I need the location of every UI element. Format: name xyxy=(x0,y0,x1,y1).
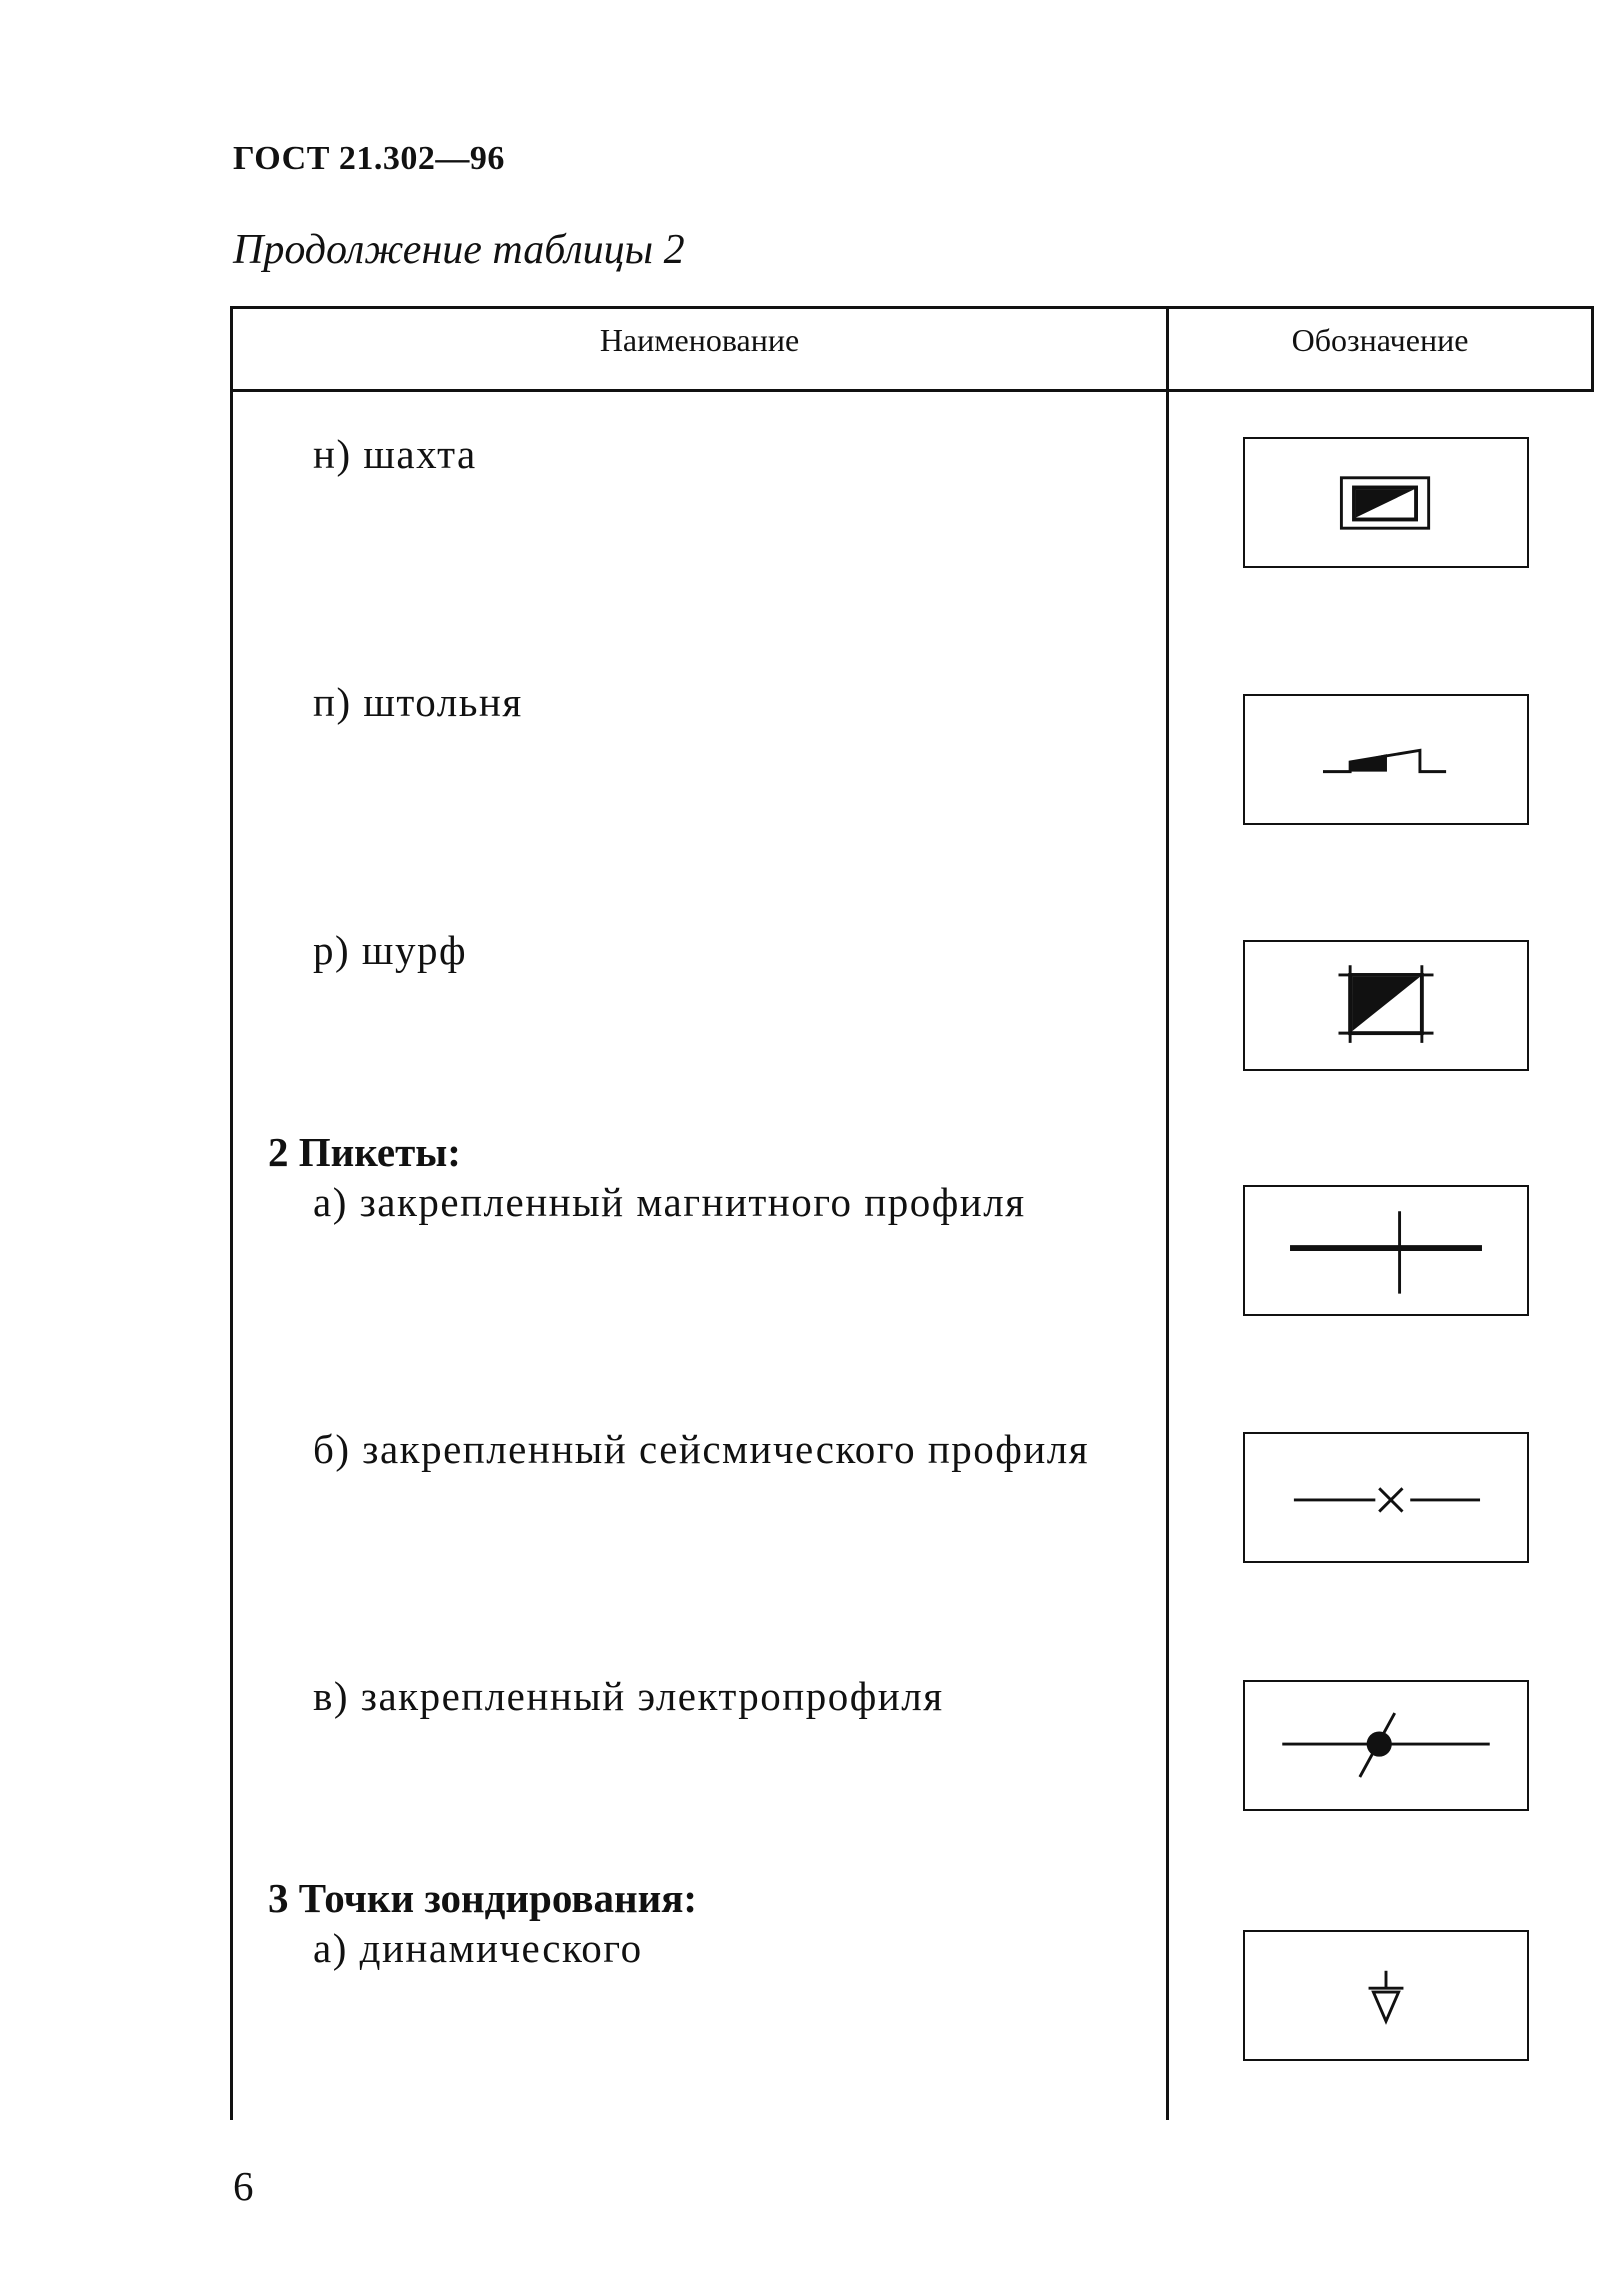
table-header-divider xyxy=(230,389,1594,392)
section-heading-pickets: 2 Пикеты: xyxy=(268,1129,461,1175)
row-label-shaft: н) шахта xyxy=(313,431,477,477)
row-label-magnetic-profile: а) закрепленный магнитного профиля xyxy=(313,1179,1026,1225)
seismic-profile-picket-icon xyxy=(1243,1432,1529,1563)
table-column-divider xyxy=(1166,306,1169,2120)
row-label-seismic-profile: б) закрепленный сейсмического профиля xyxy=(313,1426,1090,1472)
page-number: 6 xyxy=(233,2163,254,2209)
document-code: ГОСТ 21.302—96 xyxy=(233,140,505,177)
table-right-border xyxy=(1591,306,1594,392)
electroprofile-picket-icon xyxy=(1243,1680,1529,1811)
magnetic-profile-picket-icon xyxy=(1243,1185,1529,1316)
table-top-border xyxy=(230,306,1594,309)
adit-symbol-icon xyxy=(1243,694,1529,825)
row-label-pit: р) шурф xyxy=(313,927,468,973)
column-header-symbol: Обозначение xyxy=(1291,322,1469,358)
pit-symbol-icon xyxy=(1243,940,1529,1071)
dynamic-sounding-point-icon xyxy=(1243,1930,1529,2061)
shaft-symbol-icon xyxy=(1243,437,1529,568)
section-heading-sounding-points: 3 Точки зондирования: xyxy=(268,1875,698,1921)
row-label-dynamic-sounding: а) динамического xyxy=(313,1925,643,1971)
table-left-border xyxy=(230,306,233,2120)
table-caption: Продолжение таблицы 2 xyxy=(233,227,685,273)
row-label-adit: п) штольня xyxy=(313,679,523,725)
row-label-electroprofile: в) закрепленный электропрофиля xyxy=(313,1673,944,1719)
column-header-name: Наименование xyxy=(599,322,800,358)
